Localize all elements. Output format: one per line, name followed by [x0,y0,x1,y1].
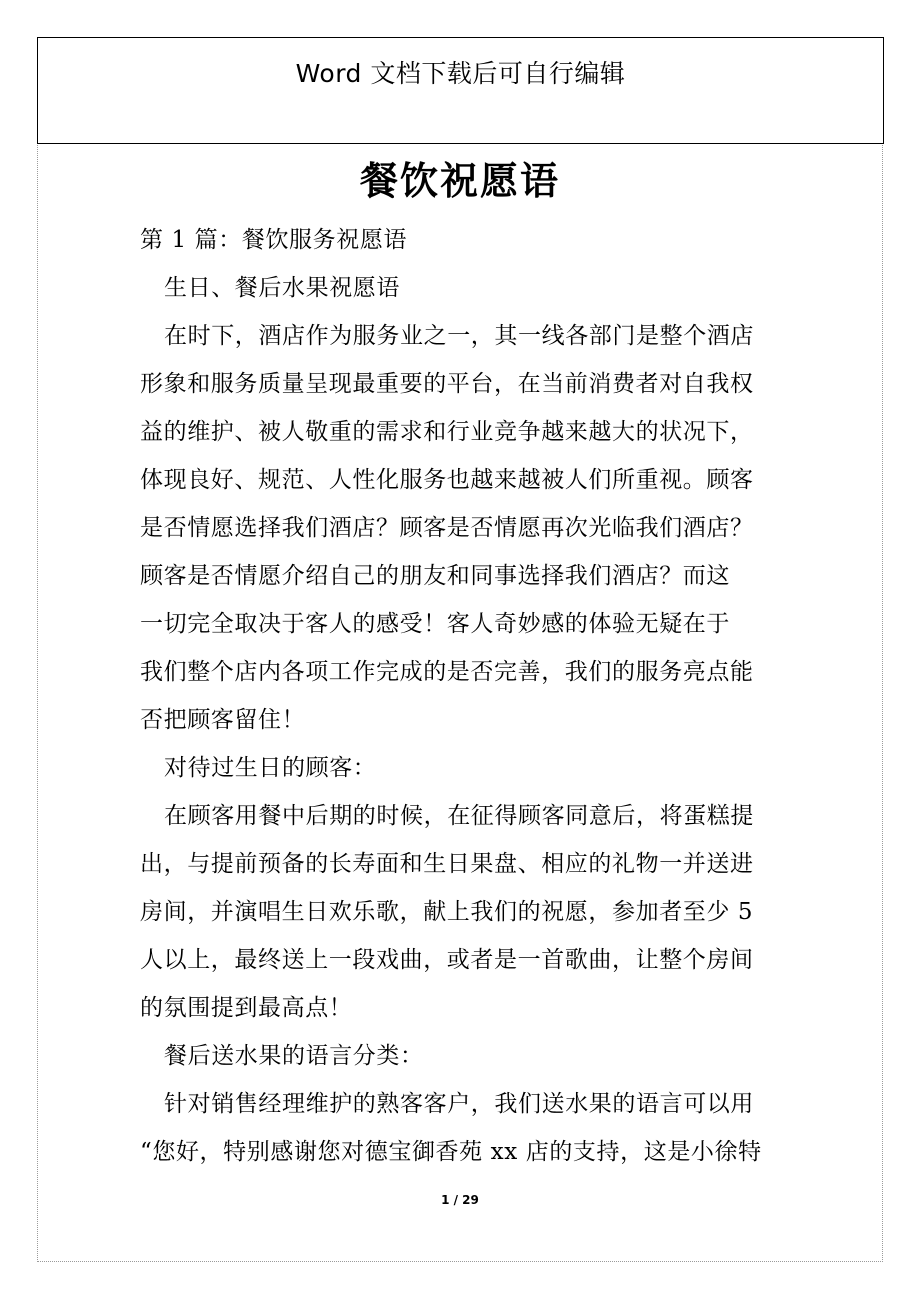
paragraph-line: 形象和服务质量呈现最重要的平台，在当前消费者对自我权 [140,371,754,397]
subheading: 餐后送水果的语言分类： [164,1043,424,1069]
page-number: 1 / 29 [441,1193,479,1207]
paragraph-line: “您好，特别感谢您对德宝御香苑 xx 店的支持，这是小徐特 [140,1139,762,1165]
paragraph-line: 在顾客用餐中后期的时候，在征得顾客同意后，将蛋糕提 [164,803,754,829]
paragraph-line: 否把顾客留住！ [140,707,306,733]
paragraph-line: 顾客是否情愿介绍自己的朋友和同事选择我们酒店？而这 [140,563,730,589]
paragraph-line: 人以上，最终送上一段戏曲，或者是一首歌曲，让整个房间 [140,947,754,973]
paragraph-line: 房间，并演唱生日欢乐歌，献上我们的祝愿，参加者至少 5 [140,899,754,925]
paragraph-line: 益的维护、被人敬重的需求和行业竞争越来越大的状况下， [140,419,754,445]
paragraph-line: 是否情愿选择我们酒店？顾客是否情愿再次光临我们酒店？ [140,515,754,541]
header-text: Word 文档下载后可自行编辑 [295,59,626,88]
paragraph-line: 出，与提前预备的长寿面和生日果盘、相应的礼物一并送进 [140,851,754,877]
section-heading: 第 1 篇：餐饮服务祝愿语 [140,227,408,253]
subheading: 生日、餐后水果祝愿语 [164,275,400,301]
document-title: 餐饮祝愿语 [359,158,560,203]
paragraph-line: 体现良好、规范、人性化服务也越来越被人们所重视。顾客 [140,467,754,493]
paragraph-line: 我们整个店内各项工作完成的是否完善，我们的服务亮点能 [140,659,754,685]
page-border [37,37,883,1262]
paragraph-line: 一切完全取决于客人的感受！客人奇妙感的体验无疑在于 [140,611,730,637]
subheading: 对待过生日的顾客： [164,755,377,781]
header-banner [37,37,884,144]
paragraph-line: 在时下，酒店作为服务业之一，其一线各部门是整个酒店 [164,323,754,349]
paragraph-line: 的氛围提到最高点！ [140,995,353,1021]
paragraph-line: 针对销售经理维护的熟客客户，我们送水果的语言可以用 [164,1091,754,1117]
